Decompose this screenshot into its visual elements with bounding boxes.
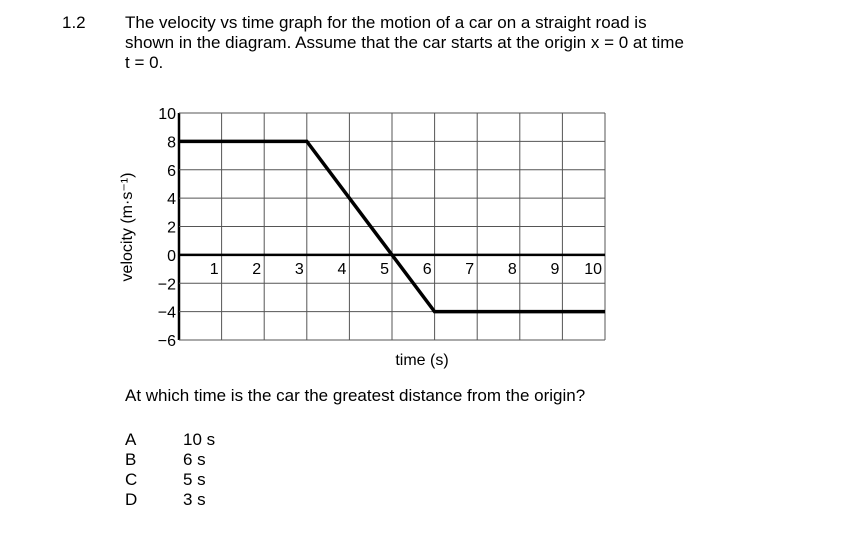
option-b-text[interactable]: 6 s <box>183 450 206 469</box>
y-axis-label: velocity (m·s⁻¹) <box>119 172 136 282</box>
y-tick-label: 4 <box>167 191 176 209</box>
option-c-text[interactable]: 5 s <box>183 470 206 489</box>
y-tick-label: 2 <box>167 219 176 237</box>
x-axis-label: time (s) <box>395 352 449 369</box>
question-stem-line-1: The velocity vs time graph for the motion of a car on a straight road is <box>125 13 647 32</box>
y-tick-label: −6 <box>157 333 176 350</box>
option-d-text[interactable]: 3 s <box>183 490 206 509</box>
question-stem-line-2: shown in the diagram. Assume that the car starts at the origin x = 0 at time <box>125 33 684 52</box>
x-tick-label: 8 <box>507 260 517 278</box>
option-d-letter[interactable]: D <box>125 490 138 509</box>
y-tick-label: 10 <box>158 106 176 123</box>
question-number: 1.2 <box>62 13 86 32</box>
x-tick-label: 6 <box>422 260 432 278</box>
option-b-letter[interactable]: B <box>125 450 137 469</box>
y-tick-label: −4 <box>157 304 176 322</box>
x-tick-label: 4 <box>337 260 347 278</box>
y-tick-label: 0 <box>167 247 176 265</box>
x-tick-label: 9 <box>550 260 560 278</box>
y-tick-label: 6 <box>167 162 176 180</box>
x-tick-label: 10 <box>584 260 602 278</box>
x-tick-label: 3 <box>294 260 304 278</box>
y-tick-label: −2 <box>157 276 176 294</box>
option-a-text[interactable]: 10 s <box>183 430 216 449</box>
option-c-letter[interactable]: C <box>125 470 138 489</box>
option-a-letter[interactable]: A <box>125 430 137 449</box>
x-tick-label: 2 <box>252 260 262 278</box>
x-tick-label: 1 <box>209 260 219 278</box>
question-stem-line-3: t = 0. <box>125 53 164 72</box>
y-tick-label: 8 <box>167 134 176 152</box>
x-tick-label: 5 <box>380 260 389 278</box>
question-prompt: At which time is the car the greatest distance from the origin? <box>125 386 586 405</box>
x-tick-label: 7 <box>465 260 475 278</box>
